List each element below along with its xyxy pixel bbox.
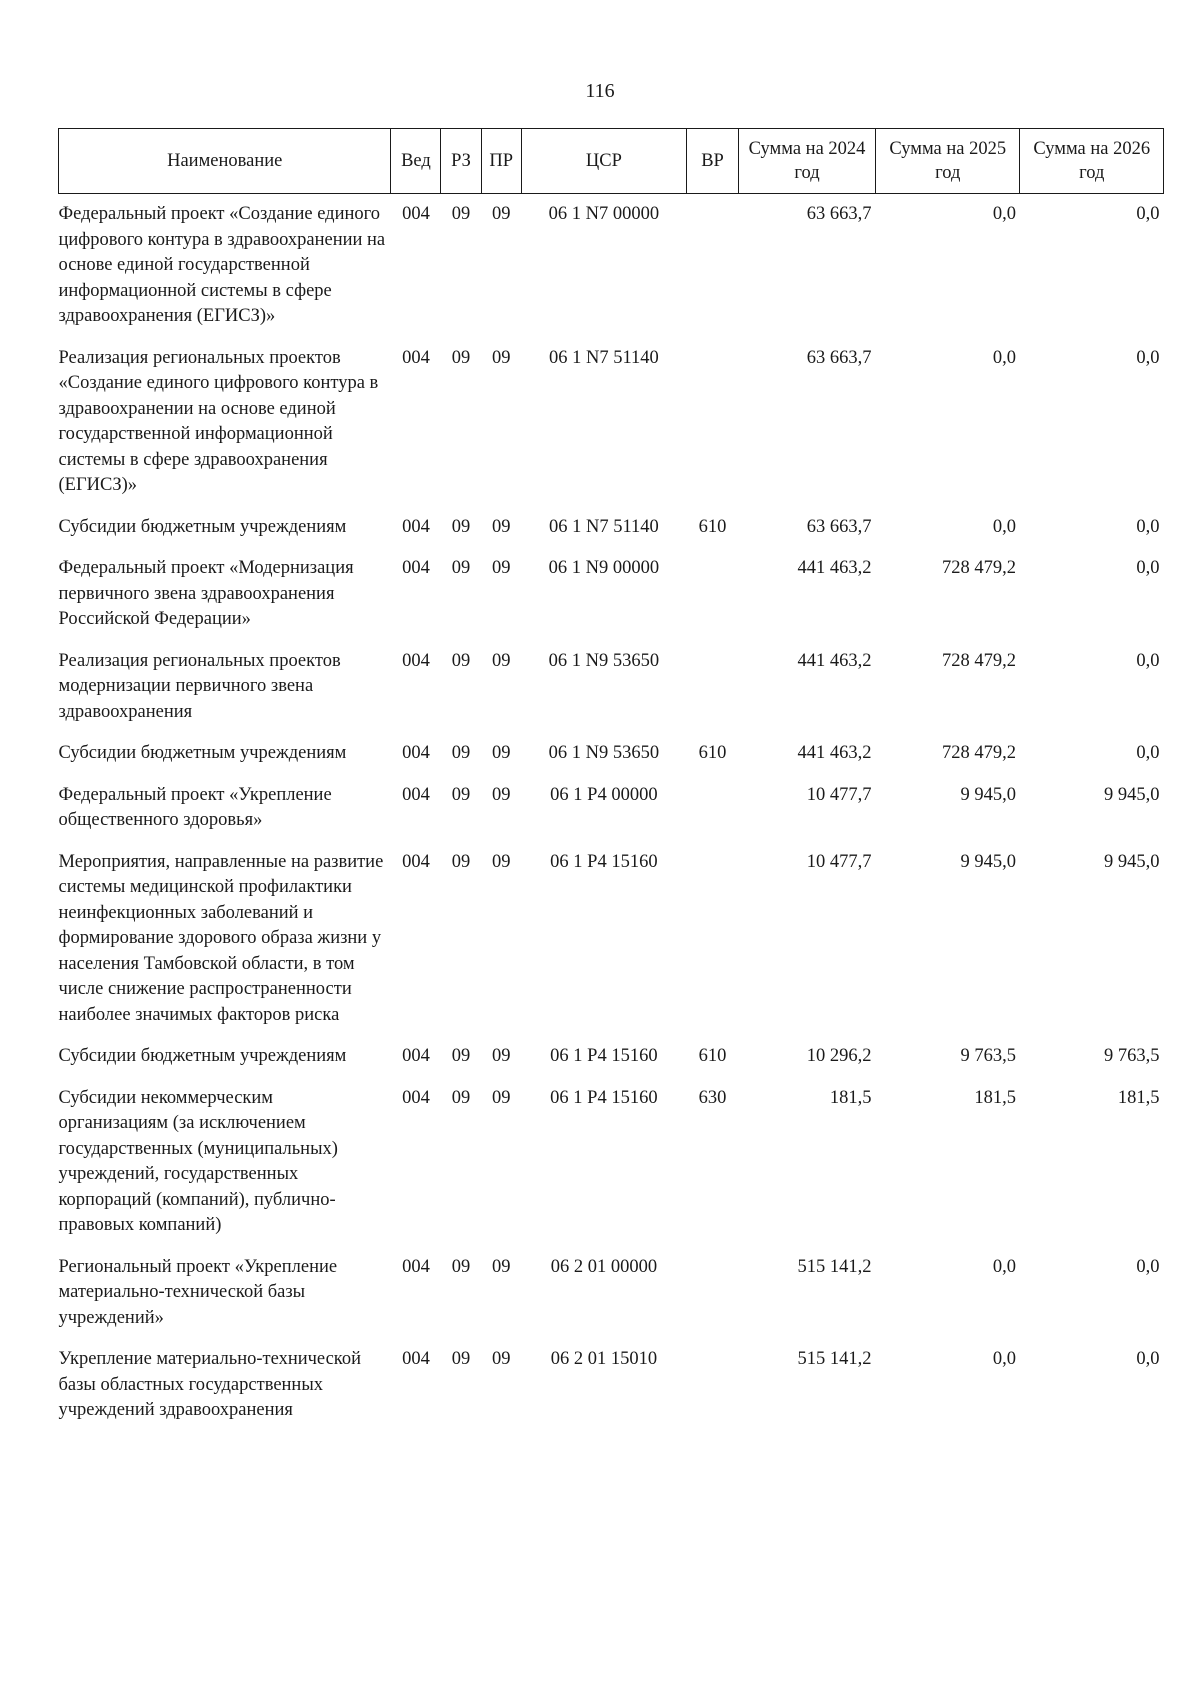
cell-sum-2025: 0,0	[992, 204, 1016, 224]
column-header-sum-2024: Сумма на 2024 год	[739, 129, 876, 194]
table-row	[59, 334, 1164, 503]
cell-sum-2026: 9 945,0	[1104, 784, 1160, 805]
cell-pr: 09	[491, 650, 511, 671]
cell-sum-2026: 0,0	[1136, 558, 1160, 578]
cell-name: Укрепление материально-технической базы областных государственных учреждений здравоохранения	[58, 1349, 362, 1420]
cell-vr	[686, 838, 738, 1033]
cell-sum-2024: 63 663,7	[806, 516, 872, 537]
cell-sum-2024: 181,5	[829, 1087, 872, 1108]
cell-pr: 09	[491, 784, 511, 805]
page-number: 116	[585, 80, 615, 102]
cell-csr: 06 1 N9 00000	[548, 558, 660, 578]
cell-sum-2026: 9 945,0	[1104, 851, 1160, 872]
cell-rz: 09	[451, 1349, 471, 1369]
cell-csr: 06 1 N7 00000	[548, 204, 660, 224]
cell-vr	[686, 1335, 738, 1428]
cell-pr: 09	[491, 743, 511, 763]
cell-rz: 09	[451, 347, 471, 368]
table-row	[59, 544, 1164, 637]
cell-vr	[686, 334, 738, 503]
cell-name: Реализация региональных проектов «Создание единого цифрового контура в здравоохранении на основе единой государственной информационной системы в сфере здравоохранения (ЕГИСЗ)»	[58, 347, 379, 495]
table-body	[59, 194, 1164, 1428]
cell-sum-2026: 181,5	[1117, 1087, 1160, 1108]
table-header-row	[59, 129, 1164, 194]
cell-sum-2025: 9 945,0	[960, 851, 1016, 872]
cell-name: Региональный проект «Укрепление материально-технической базы учреждений»	[58, 1256, 338, 1328]
cell-rz: 09	[451, 1087, 471, 1108]
cell-sum-2024: 441 463,2	[797, 650, 872, 671]
cell-sum-2025: 0,0	[992, 347, 1016, 368]
column-header-csr: ЦСР	[521, 129, 686, 194]
cell-sum-2025: 0,0	[992, 1256, 1016, 1277]
cell-sum-2024: 10 477,7	[806, 784, 872, 805]
cell-ved: 004	[402, 851, 430, 872]
cell-vr: 610	[698, 516, 727, 537]
table-row	[59, 1032, 1164, 1074]
budget-table	[58, 128, 1164, 1428]
cell-sum-2026: 0,0	[1136, 1349, 1160, 1369]
cell-vr	[686, 1243, 738, 1336]
table-row	[59, 729, 1164, 771]
cell-sum-2026: 0,0	[1136, 743, 1160, 763]
cell-name: Субсидии некоммерческим организациям (за исключением государственных (муниципальных) учреждений, государственных корпораций (компаний), публично-правовых компаний)	[58, 1087, 338, 1235]
cell-sum-2026: 0,0	[1136, 650, 1160, 671]
cell-rz: 09	[451, 558, 471, 578]
cell-sum-2025: 728 479,2	[941, 650, 1016, 671]
cell-name: Федеральный проект «Укрепление общественного здоровья»	[58, 784, 332, 830]
cell-name: Субсидии бюджетным учреждениям	[58, 743, 347, 763]
cell-sum-2026: 9 763,5	[1104, 1046, 1160, 1066]
column-header-sum-2026: Сумма на 2026 год	[1020, 129, 1164, 194]
table-row	[59, 1335, 1164, 1428]
cell-sum-2025: 0,0	[992, 516, 1016, 537]
cell-rz: 09	[451, 784, 471, 805]
table-row	[59, 503, 1164, 545]
cell-pr: 09	[491, 1087, 511, 1108]
cell-pr: 09	[491, 1046, 511, 1066]
cell-sum-2026: 0,0	[1136, 204, 1160, 224]
table-row	[59, 194, 1164, 334]
table-row	[59, 637, 1164, 730]
cell-sum-2025: 0,0	[992, 1349, 1016, 1369]
cell-csr: 06 1 N9 53650	[548, 743, 660, 763]
cell-name: Субсидии бюджетным учреждениям	[58, 1046, 347, 1066]
cell-vr: 610	[698, 743, 727, 763]
cell-name: Мероприятия, направленные на развитие системы медицинской профилактики неинфекционных заболеваний и формирование здорового образа жизни у населения Тамбовской области, в том числе снижение распространенности наиболее значимых факторов риска	[58, 851, 384, 1025]
cell-csr: 06 1 N7 51140	[548, 347, 659, 368]
cell-csr: 06 1 P4 15160	[550, 851, 658, 872]
cell-vr	[686, 771, 738, 838]
cell-sum-2026: 0,0	[1136, 516, 1160, 537]
cell-vr	[686, 544, 738, 637]
cell-sum-2024: 441 463,2	[797, 558, 872, 578]
cell-sum-2025: 9 763,5	[960, 1046, 1016, 1066]
cell-rz: 09	[451, 743, 471, 763]
cell-sum-2024: 441 463,2	[797, 743, 872, 763]
cell-csr: 06 1 N7 51140	[548, 516, 659, 537]
cell-pr: 09	[491, 558, 511, 578]
cell-vr: 610	[698, 1046, 727, 1066]
cell-sum-2026: 0,0	[1136, 1256, 1160, 1277]
cell-sum-2025: 728 479,2	[941, 558, 1016, 578]
cell-sum-2024: 63 663,7	[806, 204, 872, 224]
cell-rz: 09	[451, 516, 471, 537]
cell-pr: 09	[491, 1349, 511, 1369]
cell-vr	[686, 637, 738, 730]
column-header-rz: РЗ	[441, 129, 481, 194]
column-header-vr: ВР	[686, 129, 738, 194]
column-header-ved: Вед	[391, 129, 441, 194]
cell-pr: 09	[491, 516, 511, 537]
cell-name: Реализация региональных проектов модернизации первичного звена здравоохранения	[58, 650, 341, 722]
cell-sum-2025: 9 945,0	[960, 784, 1016, 805]
cell-pr: 09	[491, 1256, 511, 1277]
cell-ved: 004	[402, 516, 430, 537]
cell-rz: 09	[451, 650, 471, 671]
cell-sum-2024: 10 296,2	[806, 1046, 872, 1066]
cell-name: Федеральный проект «Модернизация первичного звена здравоохранения Российской Федерации»	[58, 558, 354, 629]
cell-pr: 09	[491, 851, 511, 872]
cell-ved: 004	[402, 347, 430, 368]
cell-ved: 004	[402, 1349, 430, 1369]
table-row	[59, 1074, 1164, 1243]
cell-vr	[686, 194, 738, 334]
cell-sum-2025: 728 479,2	[941, 743, 1016, 763]
column-header-name: Наименование	[59, 129, 391, 194]
cell-name: Субсидии бюджетным учреждениям	[58, 516, 347, 537]
cell-pr: 09	[491, 204, 511, 224]
cell-rz: 09	[451, 1256, 471, 1277]
cell-ved: 004	[402, 650, 430, 671]
column-header-pr: ПР	[481, 129, 521, 194]
cell-rz: 09	[451, 1046, 471, 1066]
table-row	[59, 1243, 1164, 1336]
cell-csr: 06 1 P4 15160	[550, 1046, 658, 1066]
cell-sum-2024: 515 141,2	[797, 1349, 872, 1369]
table-row	[59, 838, 1164, 1033]
cell-csr: 06 1 P4 15160	[550, 1087, 658, 1108]
cell-ved: 004	[402, 204, 430, 224]
cell-rz: 09	[451, 851, 471, 872]
cell-name: Федеральный проект «Создание единого цифрового контура в здравоохранении на основе единой государственной информационной системы в сфере здравоохранения (ЕГИСЗ)»	[58, 204, 386, 326]
cell-sum-2024: 515 141,2	[797, 1256, 872, 1277]
cell-csr: 06 1 P4 00000	[550, 784, 658, 805]
cell-ved: 004	[402, 1087, 430, 1108]
cell-sum-2026: 0,0	[1136, 347, 1160, 368]
cell-sum-2025: 181,5	[974, 1087, 1016, 1108]
cell-sum-2024: 10 477,7	[806, 851, 872, 872]
cell-ved: 004	[402, 1046, 430, 1066]
cell-pr: 09	[491, 347, 511, 368]
cell-csr: 06 1 N9 53650	[548, 650, 660, 671]
cell-csr: 06 2 01 00000	[550, 1256, 658, 1277]
table-row	[59, 771, 1164, 838]
column-header-sum-2025: Сумма на 2025 год	[875, 129, 1020, 194]
cell-ved: 004	[402, 558, 430, 578]
cell-ved: 004	[402, 1256, 430, 1277]
cell-ved: 004	[402, 743, 430, 763]
cell-ved: 004	[402, 784, 430, 805]
cell-rz: 09	[451, 204, 471, 224]
cell-sum-2024: 63 663,7	[806, 347, 872, 368]
cell-vr: 630	[698, 1087, 727, 1108]
cell-csr: 06 2 01 15010	[550, 1349, 658, 1369]
